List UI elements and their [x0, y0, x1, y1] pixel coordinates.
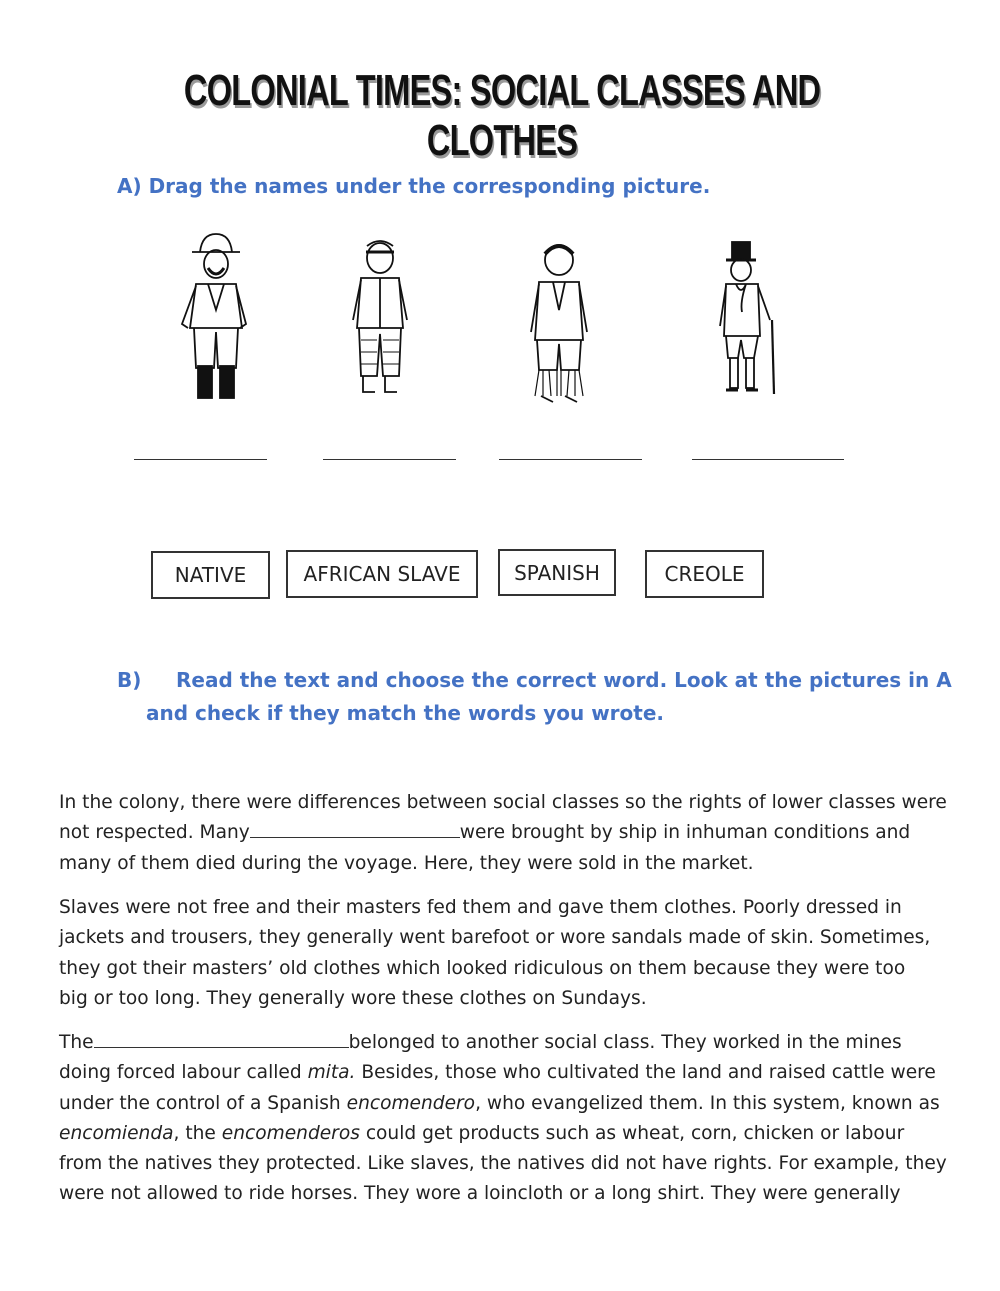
- section-b-heading-line1: Read the text and choose the correct word. Look at the pictures in A: [176, 668, 952, 692]
- word-box-african-slave[interactable]: AFRICAN SLAVE: [286, 550, 478, 598]
- spanish-gentleman-top-hat-icon: [716, 240, 786, 400]
- page-title: COLONIAL TIMES: SOCIAL CLASSES AND CLOTHES: [183, 66, 821, 165]
- p3-line4-mid: , the: [173, 1122, 222, 1144]
- paragraph-2: [59, 893, 959, 1014]
- colonial-man-hat-boots-icon: [168, 228, 264, 406]
- p3-line1-end: belonged to another social class. They worked in the mines: [348, 1032, 902, 1053]
- paragraph-3: [59, 1028, 959, 1210]
- answer-blank-1[interactable]: [134, 459, 267, 460]
- section-b-heading: [117, 664, 952, 697]
- p1-line1: In the colony, there were differences between social classes so the rights of lower classes were: [59, 792, 947, 813]
- answer-blank-2[interactable]: [323, 459, 456, 460]
- p3-line3-start: under the control of a Spanish: [59, 1092, 347, 1114]
- fill-blank-natives[interactable]: [94, 1029, 349, 1048]
- answer-blank-3[interactable]: [499, 459, 642, 460]
- paragraph-1: [59, 788, 959, 879]
- p1-line2-end: were brought by ship in inhuman conditions and: [459, 822, 911, 844]
- p3-line2-end: Besides, those who cultivated the land and raised cattle were: [355, 1062, 936, 1084]
- word-box-native[interactable]: NATIVE: [151, 551, 270, 599]
- word-box-spanish[interactable]: SPANISH: [498, 549, 616, 596]
- section-b-label: B): [117, 668, 142, 692]
- p3-line5: from the natives they protected. Like slaves, the natives did not have rights. For example, they: [59, 1153, 947, 1175]
- section-b-heading-line2: and check if they match the words you wrote.: [146, 701, 664, 725]
- p2-line3: they got their masters’ old clothes which looked ridiculous on them because they were too: [59, 957, 906, 979]
- word-box-creole[interactable]: CREOLE: [645, 550, 764, 598]
- native-person-headband-icon: [345, 236, 415, 400]
- term-mita: mita.: [307, 1062, 356, 1084]
- p2-line1: Slaves were not free and their masters fed them and gave them clothes. Poorly dressed in: [59, 897, 902, 918]
- term-encomienda: encomienda: [59, 1122, 174, 1144]
- p3-line4-end: could get products such as wheat, corn, chicken or labour: [359, 1122, 905, 1144]
- term-encomenderos: encomenderos: [221, 1122, 360, 1144]
- fill-blank-slaves[interactable]: [250, 819, 460, 838]
- p2-line2: jackets and trousers, they generally went barefoot or wore sandals made of skin. Sometimes,: [59, 927, 931, 949]
- answer-blank-4[interactable]: [692, 459, 844, 460]
- section-a-heading: A) Drag the names under the corresponding picture.: [117, 174, 711, 198]
- p3-line6: were not allowed to ride horses. They wore a loincloth or a long shirt. They were generally: [59, 1183, 901, 1205]
- p3-line3-end: , who evangelized them. In this system, known as: [475, 1092, 940, 1114]
- term-encomendero: encomendero: [346, 1092, 476, 1114]
- p3-line1-start: The: [59, 1032, 94, 1053]
- p3-line2-start: doing forced labour called: [59, 1062, 308, 1084]
- african-slave-boy-icon: [525, 240, 593, 406]
- p2-line4: big or too long. They generally wore these clothes on Sundays.: [59, 987, 647, 1009]
- p1-line3: many of them died during the voyage. Here, they were sold in the market.: [59, 852, 754, 874]
- p1-line2-start: not respected. Many: [59, 822, 250, 844]
